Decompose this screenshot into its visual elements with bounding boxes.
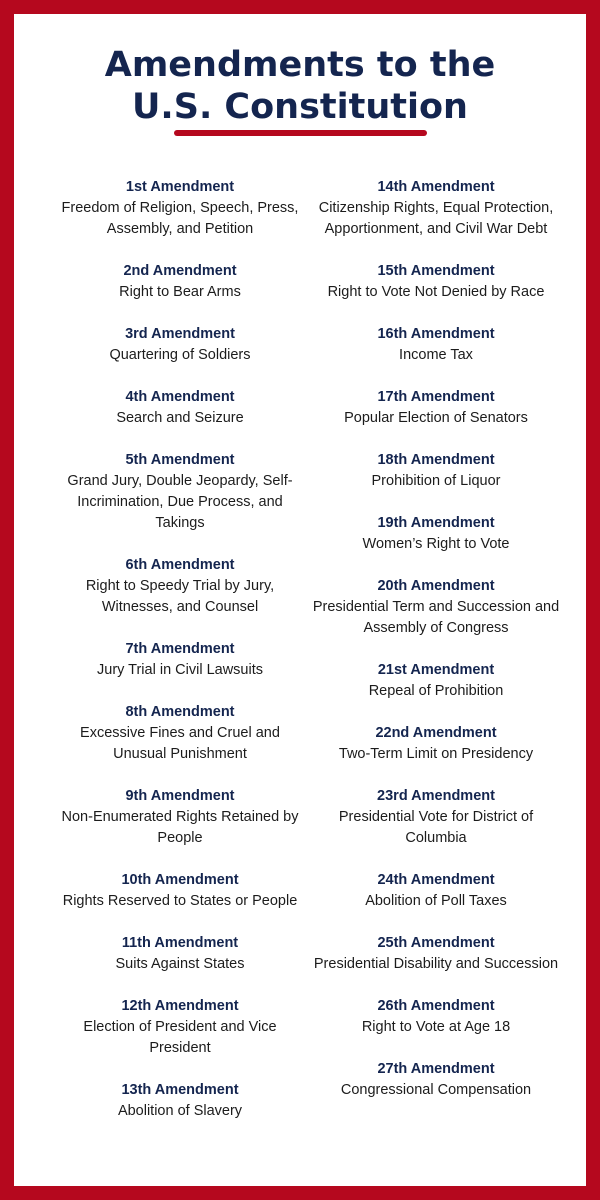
amendment-item <box>312 261 560 303</box>
amendment-name: 11th Amendment <box>121 935 239 951</box>
amendment-description: Presidential Vote for District of Columbia <box>338 809 534 846</box>
amendment-item <box>312 870 560 912</box>
amendment-name: 26th Amendment <box>377 998 495 1014</box>
amendment-name: 21st Amendment <box>377 662 495 678</box>
amendment-name: 6th Amendment <box>125 557 235 573</box>
amendment-item <box>312 177 560 240</box>
amendment-item <box>56 639 304 681</box>
amendment-item <box>56 1080 304 1122</box>
amendment-item <box>312 387 560 429</box>
amendment-name: 2nd Amendment <box>123 263 237 279</box>
amendment-item <box>312 1059 560 1101</box>
amendment-description: Grand Jury, Double Jeopardy, Self-Incrimination, Due Process, and Takings <box>67 473 293 531</box>
right-column <box>312 177 560 1122</box>
amendment-description: Right to Speedy Trial by Jury, Witnesses, and Counsel <box>85 578 275 615</box>
amendment-name: 12th Amendment <box>121 998 239 1014</box>
amendment-name: 23rd Amendment <box>377 788 495 804</box>
amendment-description: Right to Vote Not Denied by Race <box>327 284 545 300</box>
amendment-name: 20th Amendment <box>377 578 495 594</box>
infographic-card <box>14 14 586 1186</box>
amendment-description: Repeal of Prohibition <box>368 683 504 699</box>
amendment-name: 25th Amendment <box>377 935 495 951</box>
amendment-description: Citizenship Rights, Equal Protection, Apportionment, and Civil War Debt <box>318 200 554 237</box>
amendment-name: 13th Amendment <box>121 1082 239 1098</box>
amendment-item <box>56 555 304 618</box>
amendment-item <box>312 996 560 1038</box>
amendment-description: Presidential Term and Succession and Assembly of Congress <box>312 599 560 636</box>
amendment-item <box>56 786 304 849</box>
amendment-item <box>312 450 560 492</box>
amendment-name: 9th Amendment <box>125 788 235 804</box>
amendment-description: Right to Vote at Age 18 <box>361 1019 511 1035</box>
amendment-name: 27th Amendment <box>377 1061 495 1077</box>
amendment-item <box>56 702 304 765</box>
amendment-item <box>56 324 304 366</box>
amendment-item <box>312 933 560 975</box>
title-line-1: Amendments to the <box>104 45 496 85</box>
amendment-item <box>56 996 304 1059</box>
amendment-item <box>56 261 304 303</box>
amendment-description: Congressional Compensation <box>340 1082 532 1098</box>
amendment-item <box>56 450 304 534</box>
amendment-name: 22nd Amendment <box>375 725 497 741</box>
amendment-description: Search and Seizure <box>116 410 244 426</box>
amendment-name: 15th Amendment <box>377 263 495 279</box>
amendment-description: Abolition of Poll Taxes <box>365 893 507 909</box>
amendment-name: 24th Amendment <box>377 872 495 888</box>
amendment-name: 7th Amendment <box>125 641 235 657</box>
amendment-item <box>312 723 560 765</box>
amendment-description: Right to Bear Arms <box>119 284 241 300</box>
amendment-description: Suits Against States <box>115 956 245 972</box>
amendment-description: Prohibition of Liquor <box>371 473 501 489</box>
amendment-name: 3rd Amendment <box>125 326 235 342</box>
amendment-description: Abolition of Slavery <box>117 1103 243 1119</box>
amendment-name: 17th Amendment <box>377 389 495 405</box>
amendment-description: Rights Reserved to States or People <box>62 893 298 909</box>
title-underline <box>174 130 427 136</box>
amendment-item <box>56 933 304 975</box>
amendment-description: Election of President and Vice President <box>83 1019 277 1056</box>
amendment-item <box>56 387 304 429</box>
amendment-name: 4th Amendment <box>125 389 235 405</box>
amendment-description: Popular Election of Senators <box>344 410 528 426</box>
amendment-item <box>56 177 304 240</box>
amendment-name: 16th Amendment <box>377 326 495 342</box>
amendment-item <box>312 786 560 849</box>
amendment-name: 8th Amendment <box>125 704 235 720</box>
amendment-description: Jury Trial in Civil Lawsuits <box>97 662 263 678</box>
amendment-item <box>312 576 560 639</box>
amendment-name: 10th Amendment <box>121 872 239 888</box>
amendment-item <box>312 513 560 555</box>
left-column <box>56 177 304 1143</box>
amendment-name: 18th Amendment <box>377 452 495 468</box>
amendment-item <box>312 660 560 702</box>
amendment-description: Two-Term Limit on Presidency <box>338 746 534 762</box>
page-title <box>14 44 586 128</box>
amendment-description: Presidential Disability and Succession <box>313 956 559 972</box>
amendment-name: 14th Amendment <box>377 179 495 195</box>
amendment-name: 19th Amendment <box>377 515 495 531</box>
amendment-description: Income Tax <box>399 347 473 363</box>
amendment-name: 1st Amendment <box>125 179 235 195</box>
amendment-description: Quartering of Soldiers <box>109 347 251 363</box>
amendment-description: Freedom of Religion, Speech, Press, Assembly, and Petition <box>61 200 299 237</box>
amendment-description: Non-Enumerated Rights Retained by People <box>61 809 299 846</box>
amendment-description: Women’s Right to Vote <box>362 536 510 552</box>
amendment-item <box>312 324 560 366</box>
amendment-description: Excessive Fines and Cruel and Unusual Punishment <box>80 725 280 762</box>
amendment-item <box>56 870 304 912</box>
title-line-2: U.S. Constitution <box>132 87 468 127</box>
amendment-name: 5th Amendment <box>125 452 235 468</box>
